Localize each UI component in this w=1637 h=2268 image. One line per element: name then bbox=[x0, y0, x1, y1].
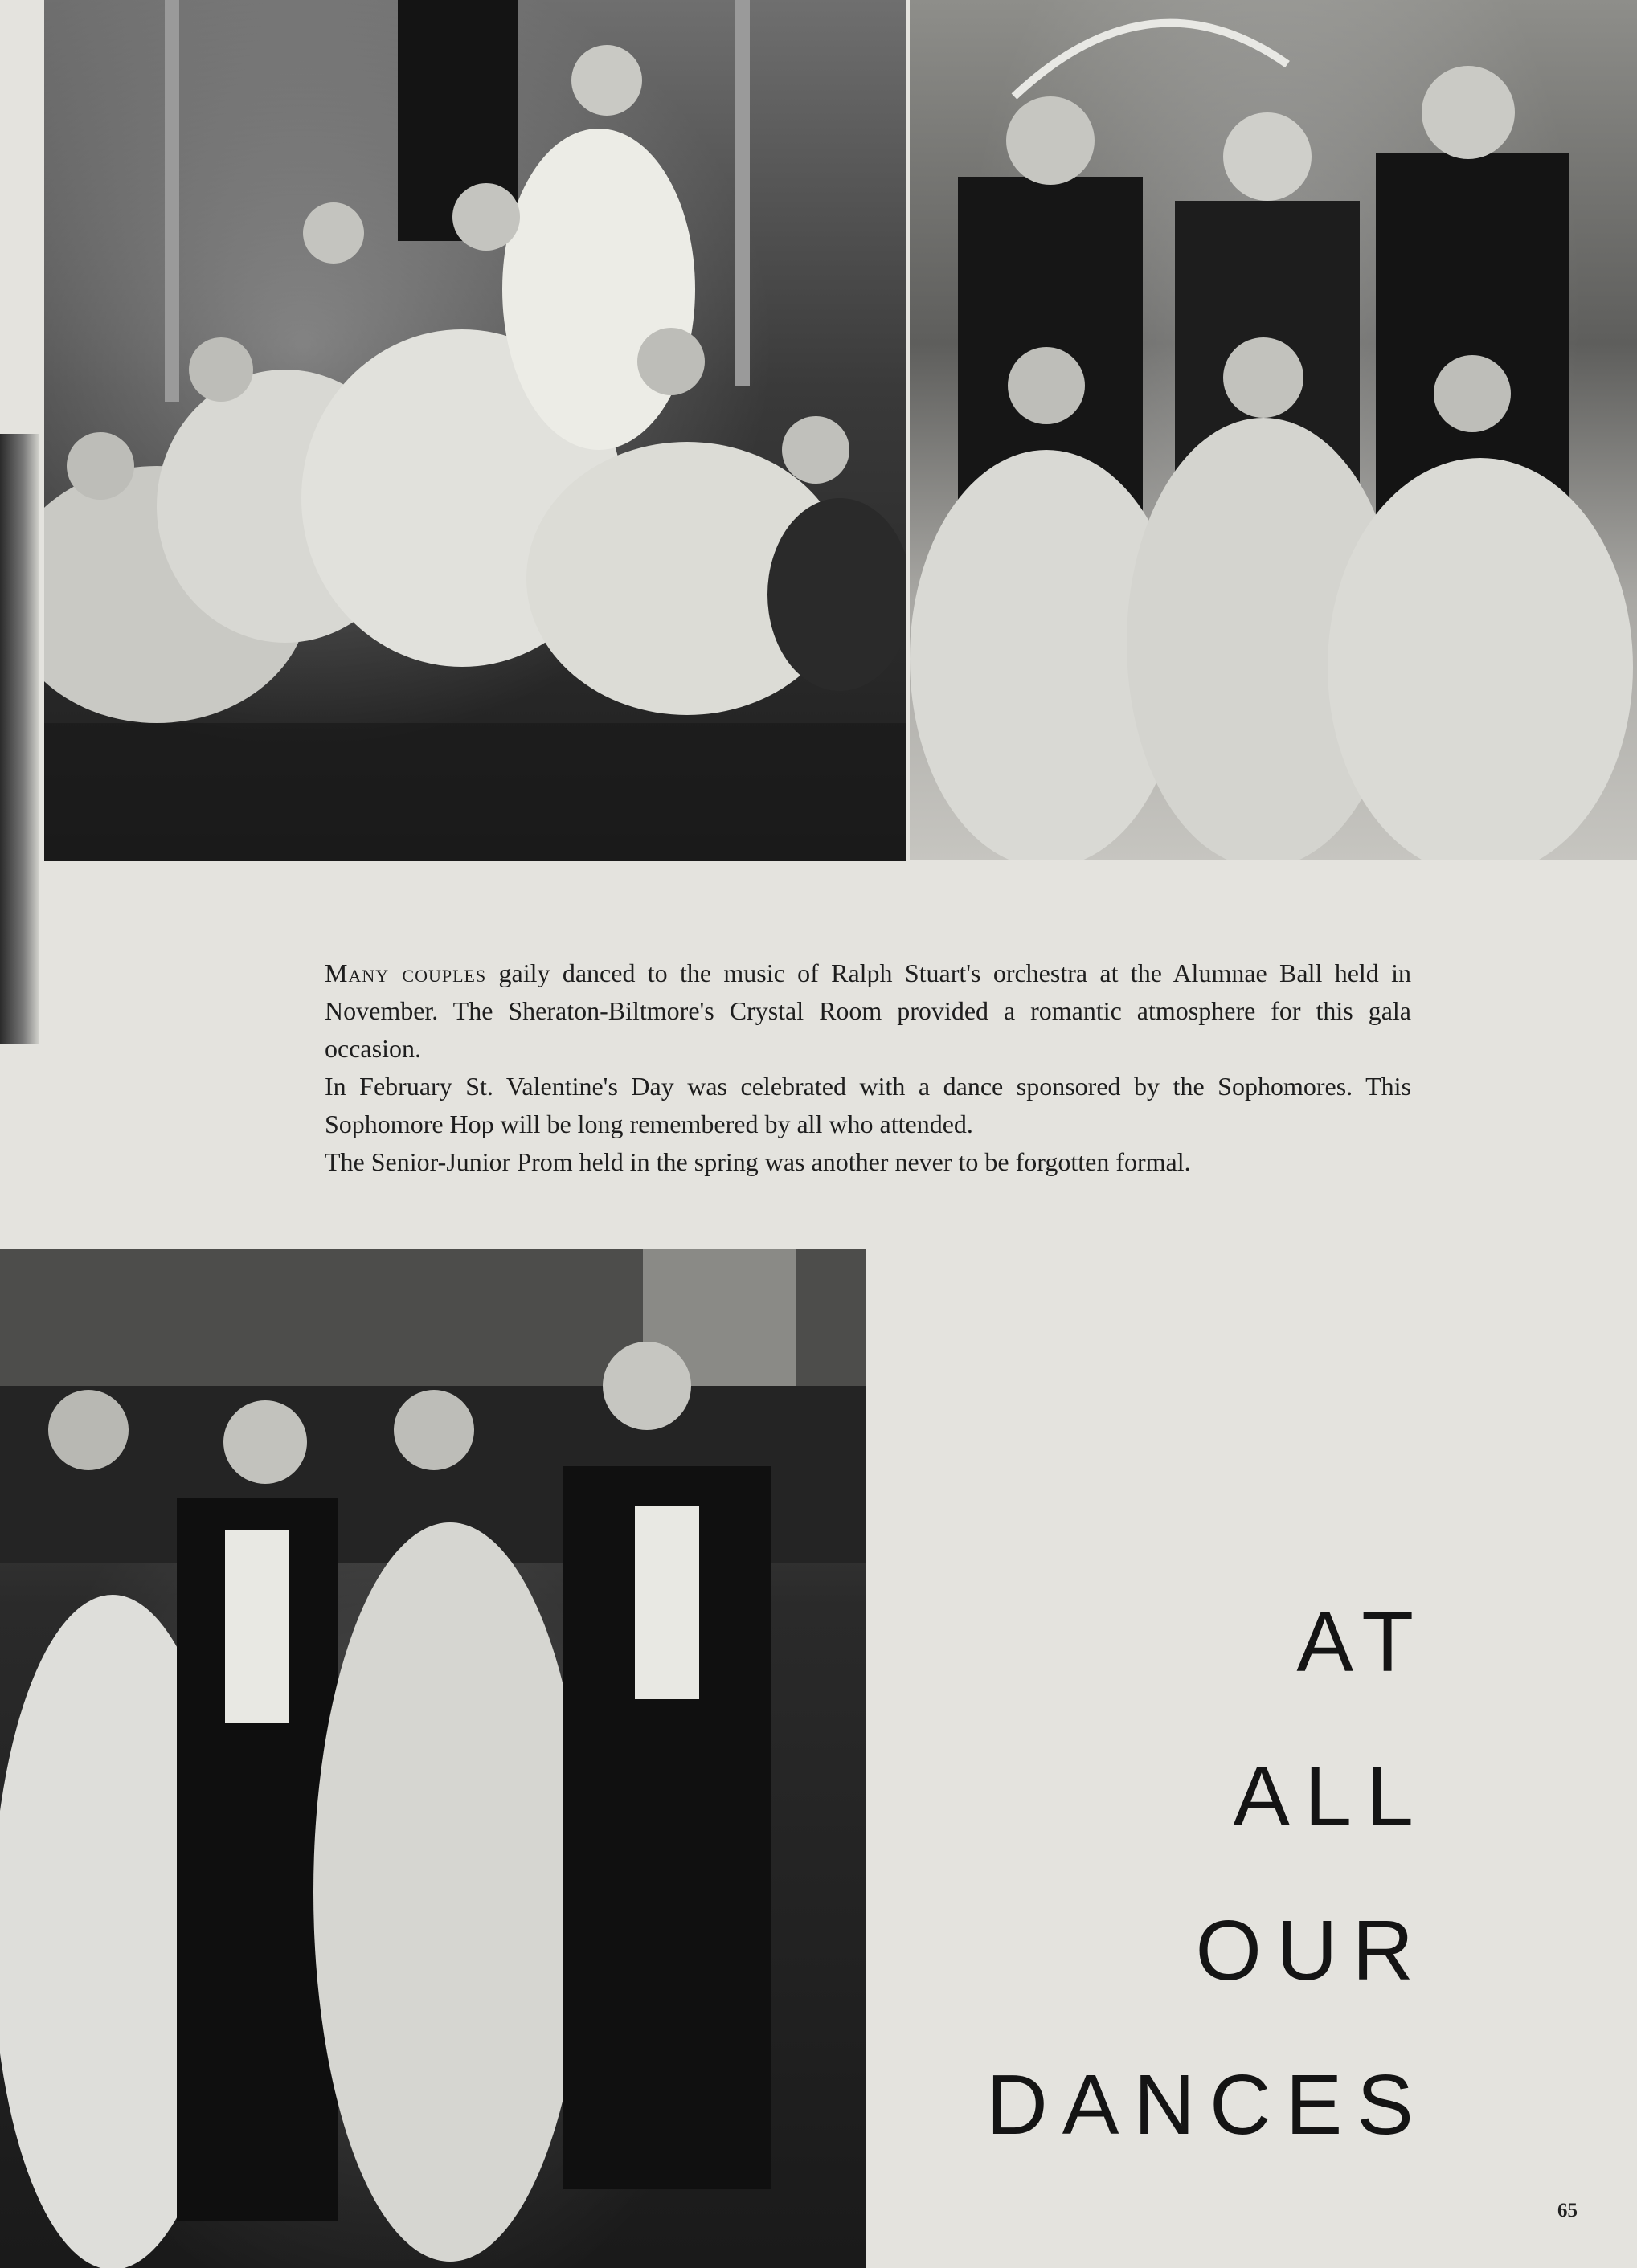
caption-paragraph-alumnae-ball bbox=[325, 954, 1411, 1068]
caption-paragraph-sophomore-hop: In February St. Valentine's Day was celebrated with a dance sponsored by the Sophomores. This Sophomore Hop will be long remembered by all who attended. bbox=[325, 1072, 1411, 1138]
headline-line-3: OUR bbox=[1195, 1903, 1428, 1998]
headline-line-4: DANCES bbox=[986, 2058, 1428, 2152]
headline bbox=[986, 1565, 1428, 2182]
caption-text bbox=[325, 954, 1411, 1181]
caption-lead-in: Many couples bbox=[325, 958, 487, 987]
headline-line-1: AT bbox=[1296, 1595, 1428, 1690]
photo-couples-group bbox=[910, 0, 1637, 860]
caption-paragraph-senior-junior-prom: The Senior-Junior Prom held in the spring was another never to be forgotten formal. bbox=[325, 1147, 1191, 1176]
photo-queen-court bbox=[44, 0, 906, 861]
adjacent-page-edge bbox=[0, 434, 39, 1044]
page-number: 65 bbox=[1557, 2200, 1578, 2221]
headline-line-2: ALL bbox=[1233, 1749, 1428, 1844]
photo-promenade bbox=[0, 1249, 866, 2268]
caption-paragraph1-body: gaily danced to the music of Ralph Stuart's orchestra at the Alumnae Ball held in November. The Sheraton-Biltmore's Crystal Room provided a romantic atmosphere for this gala occasion. bbox=[325, 958, 1411, 1063]
